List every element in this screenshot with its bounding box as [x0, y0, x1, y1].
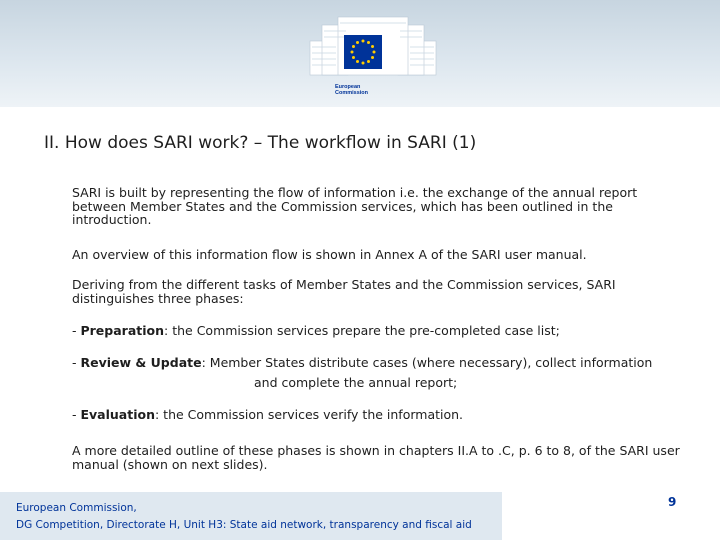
phase-review-label: Review & Update [80, 355, 202, 370]
paragraph-overview: An overview of this information flow is shown in Annex A of the SARI user manual. [72, 247, 587, 262]
logo-text [335, 84, 395, 96]
logo-text-line2: Commission [335, 90, 369, 96]
eu-star-icon [362, 62, 365, 65]
eu-star-icon [371, 56, 374, 59]
phase-preparation [72, 324, 682, 338]
phase-evaluation [72, 408, 682, 422]
eu-star-icon [352, 45, 355, 48]
footer-line2: DG Competition, Directorate H, Unit H3: State aid network, transparency and fiscal aid [16, 519, 472, 531]
eu-star-icon [367, 60, 370, 63]
footer [0, 492, 502, 540]
page-number: 9 [668, 495, 677, 509]
phase-review-update [72, 356, 682, 389]
phase-evaluation-prefix: - [72, 407, 81, 422]
eu-star-icon [371, 45, 374, 48]
phase-preparation-prefix: - [72, 323, 81, 338]
phase-evaluation-text: : the Commission services verify the information. [154, 407, 464, 422]
eu-star-icon [352, 56, 355, 59]
eu-star-icon [356, 41, 359, 44]
eu-star-icon [373, 51, 376, 54]
phase-review-text: : Member States distribute cases (where necessary), collect information [201, 355, 653, 370]
header-band [0, 0, 720, 107]
paragraph-intro: SARI is built by representing the flow of information i.e. the exchange of the annual report between Member States and the Commission services, which has been outlined in the introduction. [72, 185, 638, 227]
phase-review-prefix: - [72, 355, 81, 370]
phase-evaluation-label: Evaluation [80, 407, 155, 422]
eu-star-icon [367, 41, 370, 44]
phase-preparation-label: Preparation [80, 323, 165, 338]
eu-star-icon [351, 51, 354, 54]
slide-title: II. How does SARI work? – The workflow in SARI (1) [44, 133, 477, 153]
footer-line1: European Commission, [16, 502, 137, 514]
phase-review-continuation: and complete the annual report; [254, 374, 458, 390]
paragraph-phases-intro: Deriving from the different tasks of Member States and the Commission services, SARI distinguishes three phases: [72, 277, 616, 306]
eu-star-icon [356, 60, 359, 63]
paragraph-detailed-outline: A more detailed outline of these phases is shown in chapters II.A to .C, p. 6 to 8, of the SARI user manual (shown on next slides). [72, 443, 680, 472]
logo-text-line1: European [335, 84, 361, 90]
eu-star-icon [362, 40, 365, 43]
phase-preparation-text: : the Commission services prepare the pre-completed case list; [164, 323, 560, 338]
